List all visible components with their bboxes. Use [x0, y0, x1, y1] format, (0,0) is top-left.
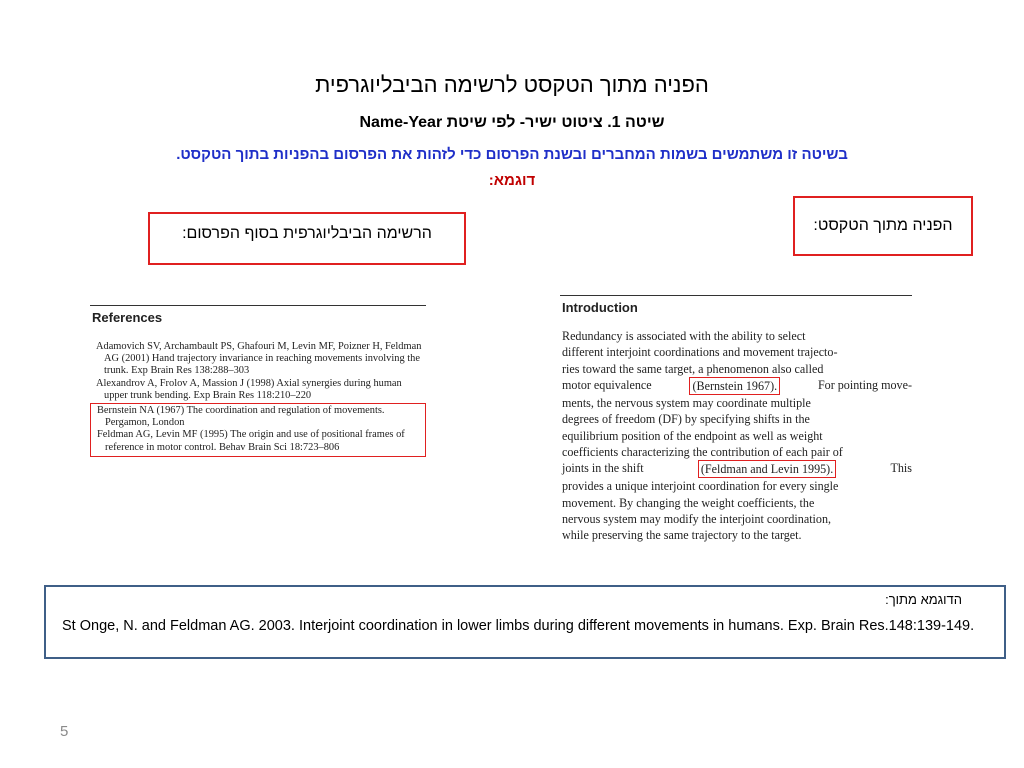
references-heading: References: [92, 310, 163, 325]
reference-entry: Adamovich SV, Archambault PS, Ghafouri M, Levin MF, Poizner H, Feldman AG (2001) Hand trajectory invariance in reaching movements involving the trunk. Exp Brain Res 138:288–303: [96, 341, 422, 377]
introduction-heading: Introduction: [562, 300, 638, 315]
citation-feldman-levin: (Feldman and Levin 1995).: [698, 460, 836, 478]
example-label: דוגמא:: [488, 172, 536, 189]
intro-line: ries toward the same target, a phenomenon also called: [562, 361, 824, 376]
method-explanation: בשיטה זו משתמשים בשמות המחברים ובשנת הפרסום כדי לזהות את הפרסום בהפניות בתוך הטקסט.: [176, 146, 848, 163]
reference-entry: Bernstein NA (1967) The coordination and regulation of movements. Pergamon, London: [97, 405, 385, 429]
reference-entry: Feldman AG, Levin MF (1995) The origin and use of positional frames of reference in motor control. Behav Brain Sci 18:723–806: [97, 429, 405, 453]
slide-title: הפניה מתוך הטקסט לרשימה הביבליוגרפית: [315, 72, 709, 97]
intro-line: motor equivalence (Bernstein 1967). For pointing move-: [560, 377, 912, 395]
introduction-rule: [560, 295, 912, 296]
intro-line: while preserving the same trajectory to the target.: [562, 528, 802, 542]
intro-line: nervous system may modify the interjoint coordination,: [562, 511, 832, 526]
intro-line: provides a unique interjoint coordination for every single: [562, 479, 839, 494]
bibliography-label: הרשימה הביבליוגרפית בסוף הפרסום:: [182, 224, 432, 242]
intro-line: degrees of freedom (DF) by specifying shifts in the: [562, 412, 810, 427]
in-text-label: הפניה מתוך הטקסט:: [813, 217, 953, 234]
source-citation-box: [44, 585, 1006, 659]
source-citation: St Onge, N. and Feldman AG. 2003. Interjoint coordination in lower limbs during different movements in humans. Exp. Brain Res.148:139-149.: [62, 618, 975, 634]
references-excerpt: [90, 305, 426, 457]
page-number: 5: [60, 723, 69, 740]
intro-line: coefficients characterizing the contribution of each pair of: [562, 444, 843, 459]
method-subtitle: שיטה 1. ציטוט ישיר- לפי שיטת Name-Year: [359, 114, 665, 131]
bibliography-label-box: [148, 212, 466, 265]
introduction-excerpt: [560, 295, 912, 543]
intro-line: different interjoint coordinations and movement trajecto-: [562, 345, 838, 360]
reference-entry: Alexandrov A, Frolov A, Massion J (1998) Axial synergies during human upper trunk bending. Exp Brain Res 118:210–220: [96, 377, 402, 401]
references-rule: [90, 305, 426, 306]
citation-bernstein: (Bernstein 1967).: [689, 377, 780, 395]
source-label: הדוגמא מתוך:: [885, 592, 962, 607]
intro-line: joints in the shift (Feldman and Levin 1995). This: [560, 460, 912, 478]
intro-line: Redundancy is associated with the ability to select: [562, 329, 806, 343]
intro-line: ments, the nervous system may coordinate multiple: [562, 396, 811, 410]
intro-line: movement. By changing the weight coefficients, the: [562, 495, 815, 510]
in-text-label-box: [793, 196, 973, 256]
highlighted-references: [90, 403, 426, 457]
intro-line: equilibrium position of the endpoint as well as weight: [562, 428, 823, 443]
